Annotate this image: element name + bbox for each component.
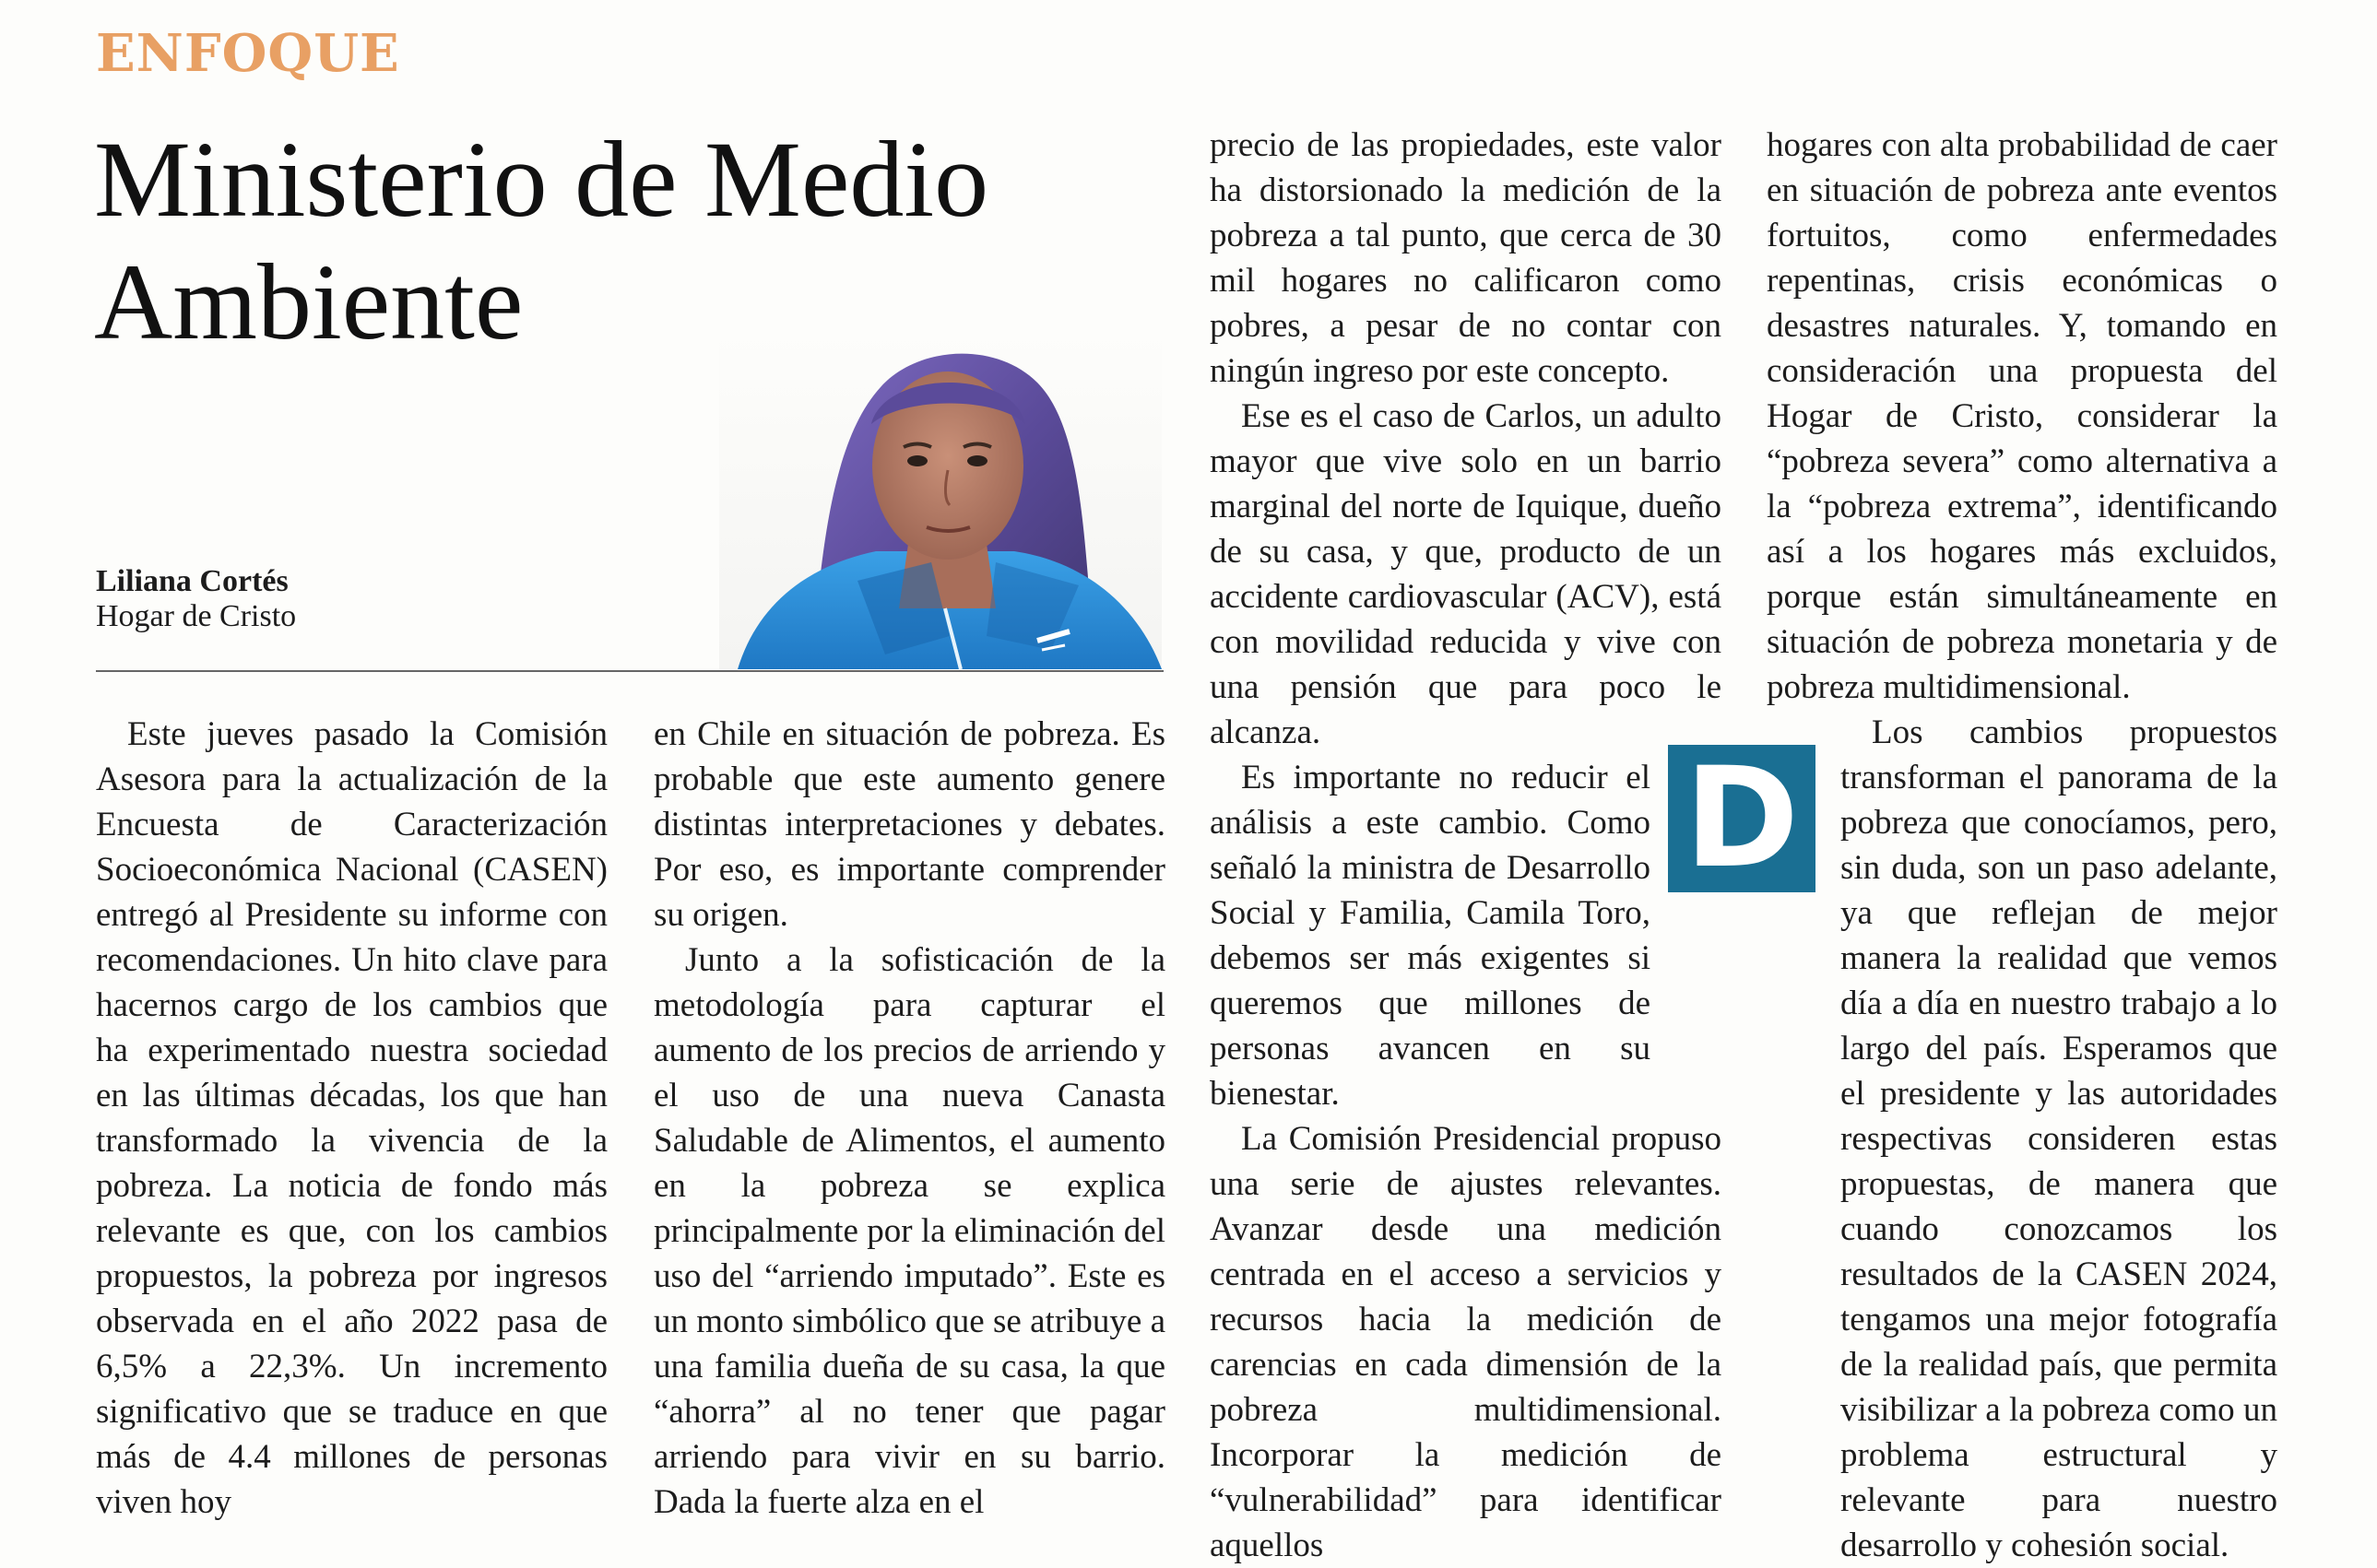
paragraph: La Comisión Presidencial propuso una serie de ajustes relevantes. Avanzar desde una medición centrada en el acceso a servicios y recursos hacia la medición de carencias en cada dimensión de la pobreza multidimensional. Incorporar la medición de “vulnerabilidad” para identificar aquellos	[1210, 1120, 1721, 1564]
article-column-4	[1767, 123, 2277, 1568]
article-column-1	[96, 712, 608, 1525]
drop-cap: D	[1668, 745, 1815, 892]
headline-line-2: Ambiente	[94, 242, 524, 362]
paragraph: precio de las propiedades, este valor ha distorsionado la medición de la pobreza a tal punto, que cerca de 30 mil hogares no calificaron como pobres, a pesar de no contar con ningún ingreso por este concepto.	[1210, 126, 1721, 390]
paragraph: en Chile en situación de pobreza. Es probable que este aumento genere distintas interpretaciones y debates. Por eso, es importante comprender su origen.	[654, 715, 1165, 934]
paragraph: Ese es el caso de Carlos, un adulto mayor que vive solo en un barrio marginal del norte de Iquique, dueño de su casa, y que, producto de un accidente cardiovascular (ACV), está con movilidad reducida y vive con una pensión que para poco le alcanza.	[1210, 397, 1721, 751]
paragraph: Este jueves pasado la Comisión Asesora para la actualización de la Encuesta de Caracterización Socioeconómica Nacional (CASEN) entregó al Presidente su informe con recomendaciones. Un hito clave para hacernos cargo de los cambios que ha experimentado nuestra sociedad en las últimas décadas, los que han transformado la vivencia de la pobreza. La noticia de fondo más relevante es que, con los cambios propuestos, la pobreza por ingresos observada en el año 2022 pasa de 6,5% a 22,3%. Un incremento significativo que se traduce en que más de 4.4 millones de personas viven hoy	[96, 715, 608, 1521]
headline-line-1: Ministerio de Medio	[94, 119, 989, 240]
header-divider	[96, 670, 1164, 672]
paragraph: Es importante no reducir el análisis a este cambio. Como señaló la ministra de Desarrollo Social y Familia, Camila Toro, debemos ser más exigentes si queremos que millones de personas avancen en su bienestar.	[1210, 759, 1650, 1113]
author-portrait	[719, 332, 1162, 669]
paragraph: hogares con alta probabilidad de caer en situación de pobreza ante eventos fortuitos, como enfermedades repentinas, crisis económicas o desastres naturales. Y, tomando en consideración una propuesta del Hogar de Cristo, considerar la “pobreza severa” como alternativa a la “pobreza extrema”, identificando así a los hogares más excluidos, porque están simultáneamente en situación de pobreza monetaria y de pobreza multidimensional.	[1767, 126, 2277, 706]
author-name: Liliana Cortés	[96, 564, 289, 598]
paragraph: Junto a la sofisticación de la metodología para capturar el aumento de los precios de arriendo y el uso de una nueva Canasta Saludable de Alimentos, el aumento en la pobreza se explica principalmente por la eliminación del uso del “arriendo imputado”. Este es un monto simbólico que se atribuye a una familia dueña de su casa, la que “ahorra” al no tener que pagar arriendo para vivir en su barrio. Dada la fuerte alza en el	[654, 941, 1165, 1521]
paragraph: Los cambios propuestos transforman el panorama de la pobreza que conocíamos, pero, sin duda, son un paso adelante, ya que reflejan de mejor manera la realidad que vemos día a día en nuestro trabajo a lo largo del país. Esperamos que el presidente y las autoridades respectivas consideren estas propuestas, de manera que cuando conozcamos los resultados de la CASEN 2024, tengamos una mejor fotografía de la realidad país, que permita visibilizar a la pobreza como un problema estructural y relevante para nuestro desarrollo y cohesión social.	[1840, 713, 2277, 1564]
section-tag: ENFOQUE	[96, 23, 400, 84]
headline	[94, 118, 1053, 363]
article-column-3	[1210, 123, 1721, 1568]
byline	[96, 564, 296, 634]
author-organization: Hogar de Cristo	[96, 599, 297, 633]
article-column-2	[654, 712, 1165, 1525]
